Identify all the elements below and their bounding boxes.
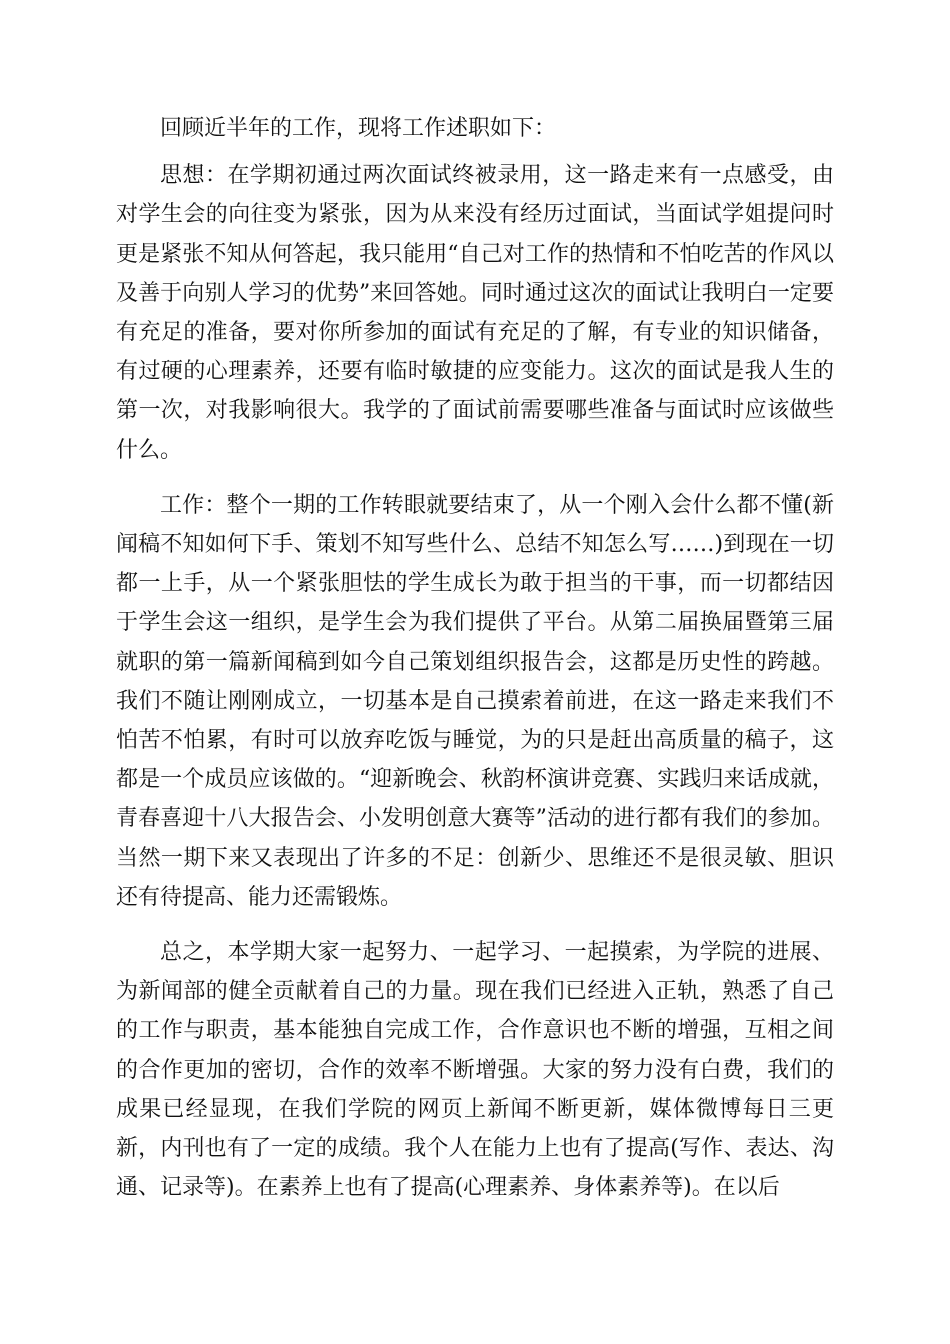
work-paragraph: 工作：整个一期的工作转眼就要结束了，从一个刚入会什么都不懂(新闻稿不知如何下手、策划不知写些什么、总结不知怎么写……)到现在一切都一上手，从一个紧张胆怯的学生成长为敢于担当的干事，而一切都结因于学生会这一组织，是学生会为我们提供了平台。从第二届换届暨第三届就职的第一篇新闻稿到如今自己策划组织报告会，这都是历史性的跨越。我们不随让刚刚成立，一切基本是自己摸索着前进，在这一路走来我们不怕苦不怕累，有时可以放弃吃饭与睡觉，为的只是赶出高质量的稿子，这都是一个成员应该做的。“迎新晚会、秋韵杯演讲竞赛、实践归来话成就，青春喜迎十八大报告会、小发明创意大赛等”活动的进行都有我们的参加。当然一期下来又表现出了许多的不足：创新少、思维还不是很灵敏、胆识还有待提高、能力还需锻炼。 (116, 492, 834, 910)
intro-paragraph: 回顾近半年的工作，现将工作述职如下： (160, 116, 557, 141)
thought-paragraph: 思想：在学期初通过两次面试终被录用，这一路走来有一点感受，由对学生会的向往变为紧张，因为从来没有经历过面试，当面试学姐提问时更是紧张不知从何答起，我只能用“自己对工作的热情和不怕吃苦的作风以及善于向别人学习的优势”来回答她。同时通过这次的面试让我明白一定要有充足的准备，要对你所参加的面试有充足的了解，有专业的知识储备，有过硬的心理素养，还要有临时敏捷的应变能力。这次的面试是我人生的第一次，对我影响很大。我学的了面试前需要哪些准备与面试时应该做些什么。 (116, 163, 834, 463)
summary-paragraph: 总之，本学期大家一起努力、一起学习、一起摸索，为学院的进展、为新闻部的健全贡献着自己的力量。现在我们已经进入正轨，熟悉了自己的工作与职责，基本能独自完成工作，合作意识也不断的增强，互相之间的合作更加的密切，合作的效率不断增强。大家的努力没有白费，我们的成果已经显现，在我们学院的网页上新闻不断更新，媒体微博每日三更新，内刊也有了一定的成绩。我个人在能力上也有了提高(写作、表达、沟通、记录等)。在素养上也有了提高(心理素养、身体素养等)。在以后 (116, 940, 834, 1201)
document-body (116, 109, 834, 1207)
